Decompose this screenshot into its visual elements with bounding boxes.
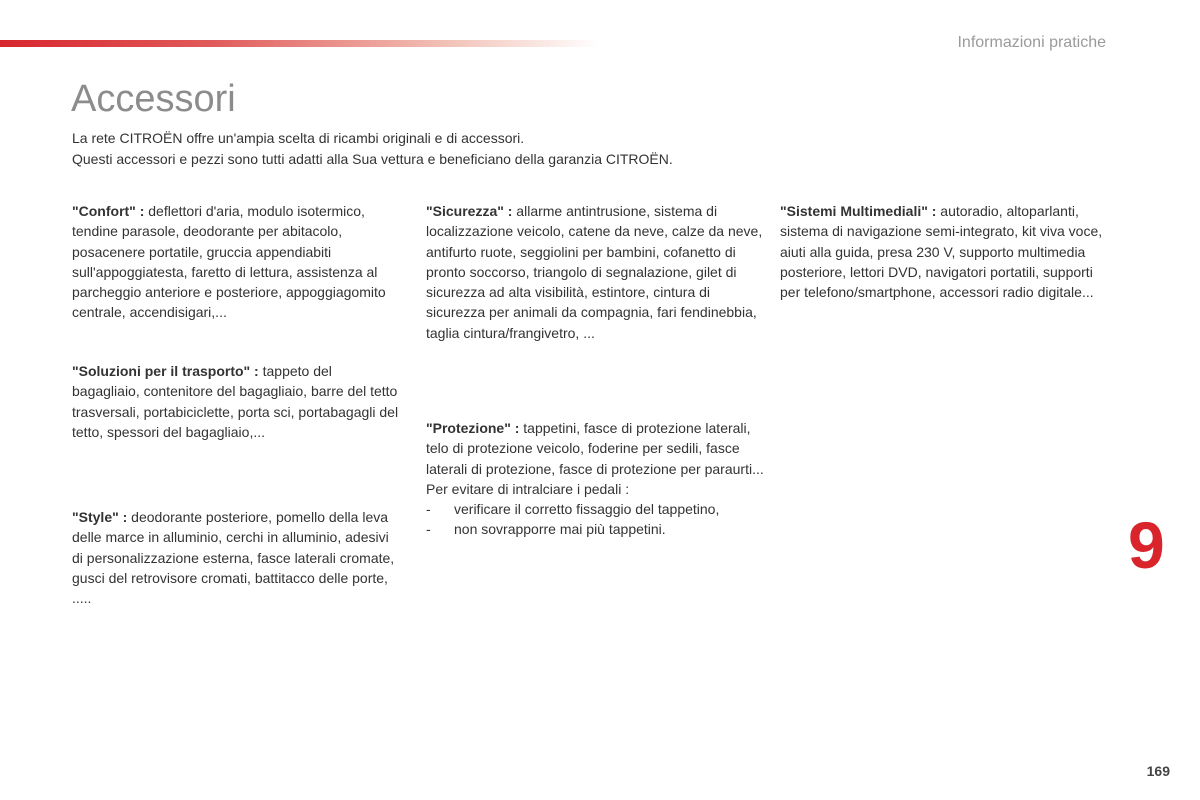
section-title: Informazioni pratiche xyxy=(957,34,1106,51)
chapter-number: 9 xyxy=(1128,508,1165,582)
protezione-text: tappetini, fasce di protezione laterali, telo di protezione veicolo, foderine per sedili, fasce laterali di protezione, fasce di protezione per paraurti... xyxy=(426,420,764,477)
sicurezza-label: "Sicurezza" : xyxy=(426,203,513,219)
protezione-label: "Protezione" : xyxy=(426,420,520,436)
style-paragraph xyxy=(72,507,402,608)
multimedia-paragraph xyxy=(780,201,1110,302)
dash-bullet: - xyxy=(426,501,431,518)
intro-text xyxy=(72,128,792,170)
multimedia-text: autoradio, altoparlanti, sistema di navigazione semi-integrato, kit viva voce, aiuti alla guida, presa 230 V, supporto multimedia posteriore, lettori DVD, navigatori portatili, supporti per telefono/smartphone, accessori radio digitale... xyxy=(780,203,1103,301)
protezione-item-1: verificare il corretto fissaggio del tappetino, xyxy=(454,501,720,518)
protezione-item-2: non sovrapporre mai più tappetini. xyxy=(454,521,666,538)
trasporto-paragraph xyxy=(72,361,402,442)
trasporto-label: "Soluzioni per il trasporto" : xyxy=(72,363,259,379)
sicurezza-paragraph xyxy=(426,201,766,343)
intro-line-1: La rete CITROËN offre un'ampia scelta di ricambi originali e di accessori. xyxy=(72,130,525,146)
page-title: Accessori xyxy=(71,78,236,120)
dash-bullet: - xyxy=(426,521,431,538)
sicurezza-text: allarme antintrusione, sistema di localizzazione veicolo, catene da neve, calze da neve, antifurto ruote, seggiolini per bambini, cofanetto di pronto soccorso, triangolo di segnalazione, gilet di sicurezza ad alta visibilità, estintore, cintura di sicurezza per animali da compagnia, fari fendinebbia, taglia cintura/frangivetro, ... xyxy=(426,203,763,341)
style-text: deodorante posteriore, pomello della leva delle marce in alluminio, cerchi in alluminio, adesivi di personalizzazione esterna, fasce laterali cromate, gusci del retrovisore cromati, battitacco delle porte, ..... xyxy=(72,509,395,607)
confort-label: "Confort" : xyxy=(72,203,145,219)
style-label: "Style" : xyxy=(72,509,128,525)
page-number: 169 xyxy=(1146,763,1170,779)
trasporto-text: tappeto del bagagliaio, contenitore del bagagliaio, barre del tetto trasversali, portabiciclette, porta sci, portabagagli del tetto, spessori del bagagliaio,... xyxy=(72,363,399,440)
protezione-paragraph xyxy=(426,418,766,540)
confort-paragraph xyxy=(72,201,402,323)
intro-line-2: Questi accessori e pezzi sono tutti adatti alla Sua vettura e beneficiano della garanzia CITROËN. xyxy=(72,151,673,167)
protezione-list-item xyxy=(426,499,766,519)
protezione-list-item xyxy=(426,519,766,539)
header-accent-bar xyxy=(0,40,600,47)
multimedia-label: "Sistemi Multimediali" : xyxy=(780,203,937,219)
protezione-warning: Per evitare di intralciare i pedali : xyxy=(426,480,630,497)
confort-text: deflettori d'aria, modulo isotermico, tendine parasole, deodorante per abitacolo, posacenere portatile, gruccia appendiabiti sull'appoggiatesta, faretto di lettura, assistenza al parcheggio anteriore e posteriore, appoggiagomito centrale, accendisigari,... xyxy=(72,203,386,321)
